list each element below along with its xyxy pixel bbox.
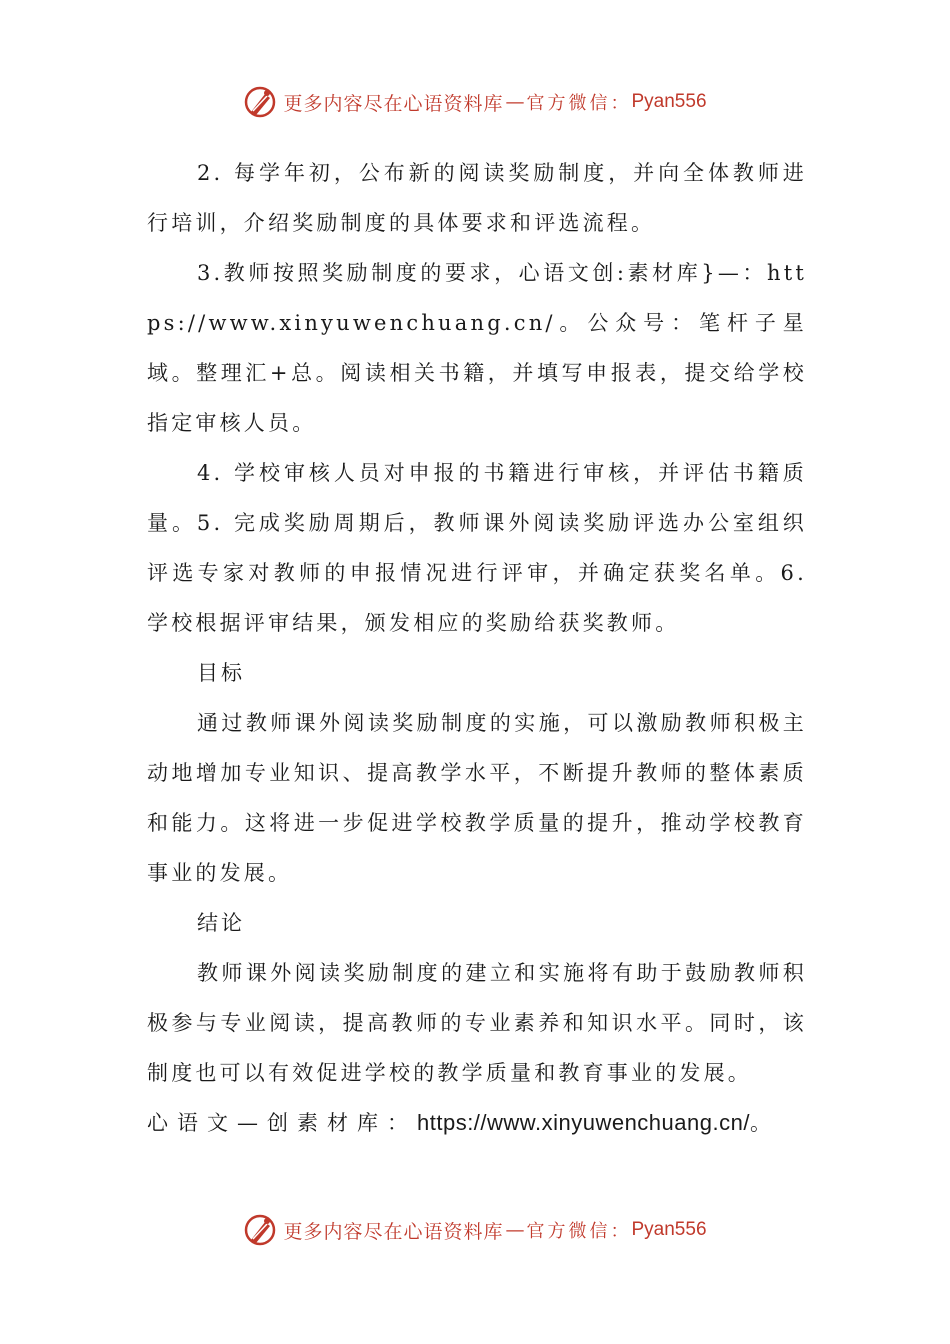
source-footer-line — [147, 1098, 807, 1148]
paragraph-step-2: 2. 每学年初，公布新的阅读奖励制度，并向全体教师进行培训，介绍奖励制度的具体要求和评选流程。 — [147, 161, 807, 235]
footer-prefix: 心语文—创素材库： — [147, 1111, 417, 1135]
banner-wechat-label: 官方微信： — [526, 1221, 632, 1242]
header-banner — [0, 82, 950, 122]
footer-suffix: 。 — [749, 1111, 780, 1135]
banner-wechat-id: Pyan556 — [631, 1219, 707, 1240]
paragraph-steps-4-6: 4. 学校审核人员对申报的书籍进行审核，并评估书籍质量。5. 完成奖励周期后，教师课外阅读奖励评选办公室组织评选专家对教师的申报情况进行评审，并确定获奖名单。6. 学校根据评审结果，颁发相应的奖励给获奖教师。 — [147, 461, 807, 635]
paragraph-goal: 通过教师课外阅读奖励制度的实施，可以激励教师积极主动地增加专业知识、提高教学水平，不断提升教师的整体素质和能力。这将进一步促进学校教学质量的提升，推动学校教育事业的发展。 — [147, 711, 807, 885]
banner-dash: — — [505, 1219, 525, 1241]
heading-goal: 目标 — [197, 661, 245, 685]
banner-wechat-label: 官方微信： — [526, 93, 632, 114]
banner-lead-text: 更多内容尽在心语资料库 — [283, 92, 504, 115]
pen-nib-logo-icon — [243, 85, 277, 119]
banner-wechat-id: Pyan556 — [631, 91, 707, 112]
footer-url-link[interactable]: https://www.xinyuwenchuang.cn/ — [417, 1110, 750, 1135]
paragraph-step-3: 3.教师按照奖励制度的要求，心语文创:素材库}—：https://www.xinyuwenchuang.cn/。公众号：笔杆子星域。整理汇+总。阅读相关书籍，并填写申报表，提交给学校指定审核人员。 — [147, 261, 807, 435]
footer-banner — [0, 1210, 950, 1250]
document-body — [147, 148, 807, 1148]
heading-conclusion: 结论 — [197, 911, 245, 935]
banner-dash: — — [505, 91, 525, 113]
pen-nib-logo-icon — [243, 1213, 277, 1247]
paragraph-conclusion: 教师课外阅读奖励制度的建立和实施将有助于鼓励教师积极参与专业阅读，提高教师的专业素养和知识水平。同时，该制度也可以有效促进学校的教学质量和教育事业的发展。 — [147, 961, 807, 1085]
banner-lead-text: 更多内容尽在心语资料库 — [283, 1220, 504, 1243]
